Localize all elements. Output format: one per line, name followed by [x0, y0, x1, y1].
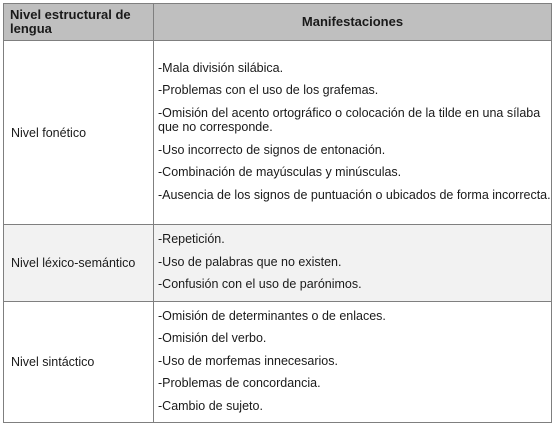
- list-item: -Repetición.: [158, 232, 225, 246]
- table-row-syntactic: [4, 301, 552, 423]
- table-row-phonetic: [4, 41, 552, 225]
- level-syntactic: Nivel sintáctico: [4, 301, 154, 423]
- table-body: [4, 41, 552, 423]
- list-item: -Problemas de concordancia.: [158, 376, 321, 390]
- list-item: -Ausencia de los signos de puntuación o ubicados de forma incorrecta.: [158, 187, 551, 202]
- manifestations-phonetic: [154, 41, 552, 225]
- manifestations-lexical-semantic: [154, 225, 552, 302]
- header-manifestations: Manifestaciones: [154, 4, 552, 41]
- table-container: [3, 3, 551, 423]
- header-row: [4, 4, 552, 41]
- list-item: -Uso incorrecto de signos de entonación.: [158, 142, 386, 157]
- list-item: -Cambio de sujeto.: [158, 398, 263, 413]
- list-item: -Problemas con el uso de los grafemas.: [158, 83, 379, 98]
- error-levels-table: [3, 3, 552, 423]
- list-item: -Omisión del acento ortográfico o colocación de la tilde en una sílaba que no corresponde.: [158, 105, 541, 135]
- list-item: -Combinación de mayúsculas y minúsculas.: [158, 165, 402, 180]
- header-level: Nivel estructural de lengua: [4, 4, 154, 41]
- table-row-lexical-semantic: [4, 225, 552, 302]
- list-item: -Mala división silábica.: [158, 60, 284, 75]
- table-header: [4, 4, 552, 41]
- manifestations-syntactic: [154, 301, 552, 423]
- list-item: -Omisión de determinantes o de enlaces.: [158, 308, 386, 323]
- list-item: -Confusión con el uso de parónimos.: [158, 277, 362, 291]
- level-phonetic: Nivel fonético: [4, 41, 154, 225]
- list-item: -Uso de morfemas innecesarios.: [158, 353, 338, 368]
- list-item: -Uso de palabras que no existen.: [158, 254, 342, 269]
- list-item: -Omisión del verbo.: [158, 331, 267, 345]
- level-lexical-semantic: Nivel léxico-semántico: [4, 225, 154, 302]
